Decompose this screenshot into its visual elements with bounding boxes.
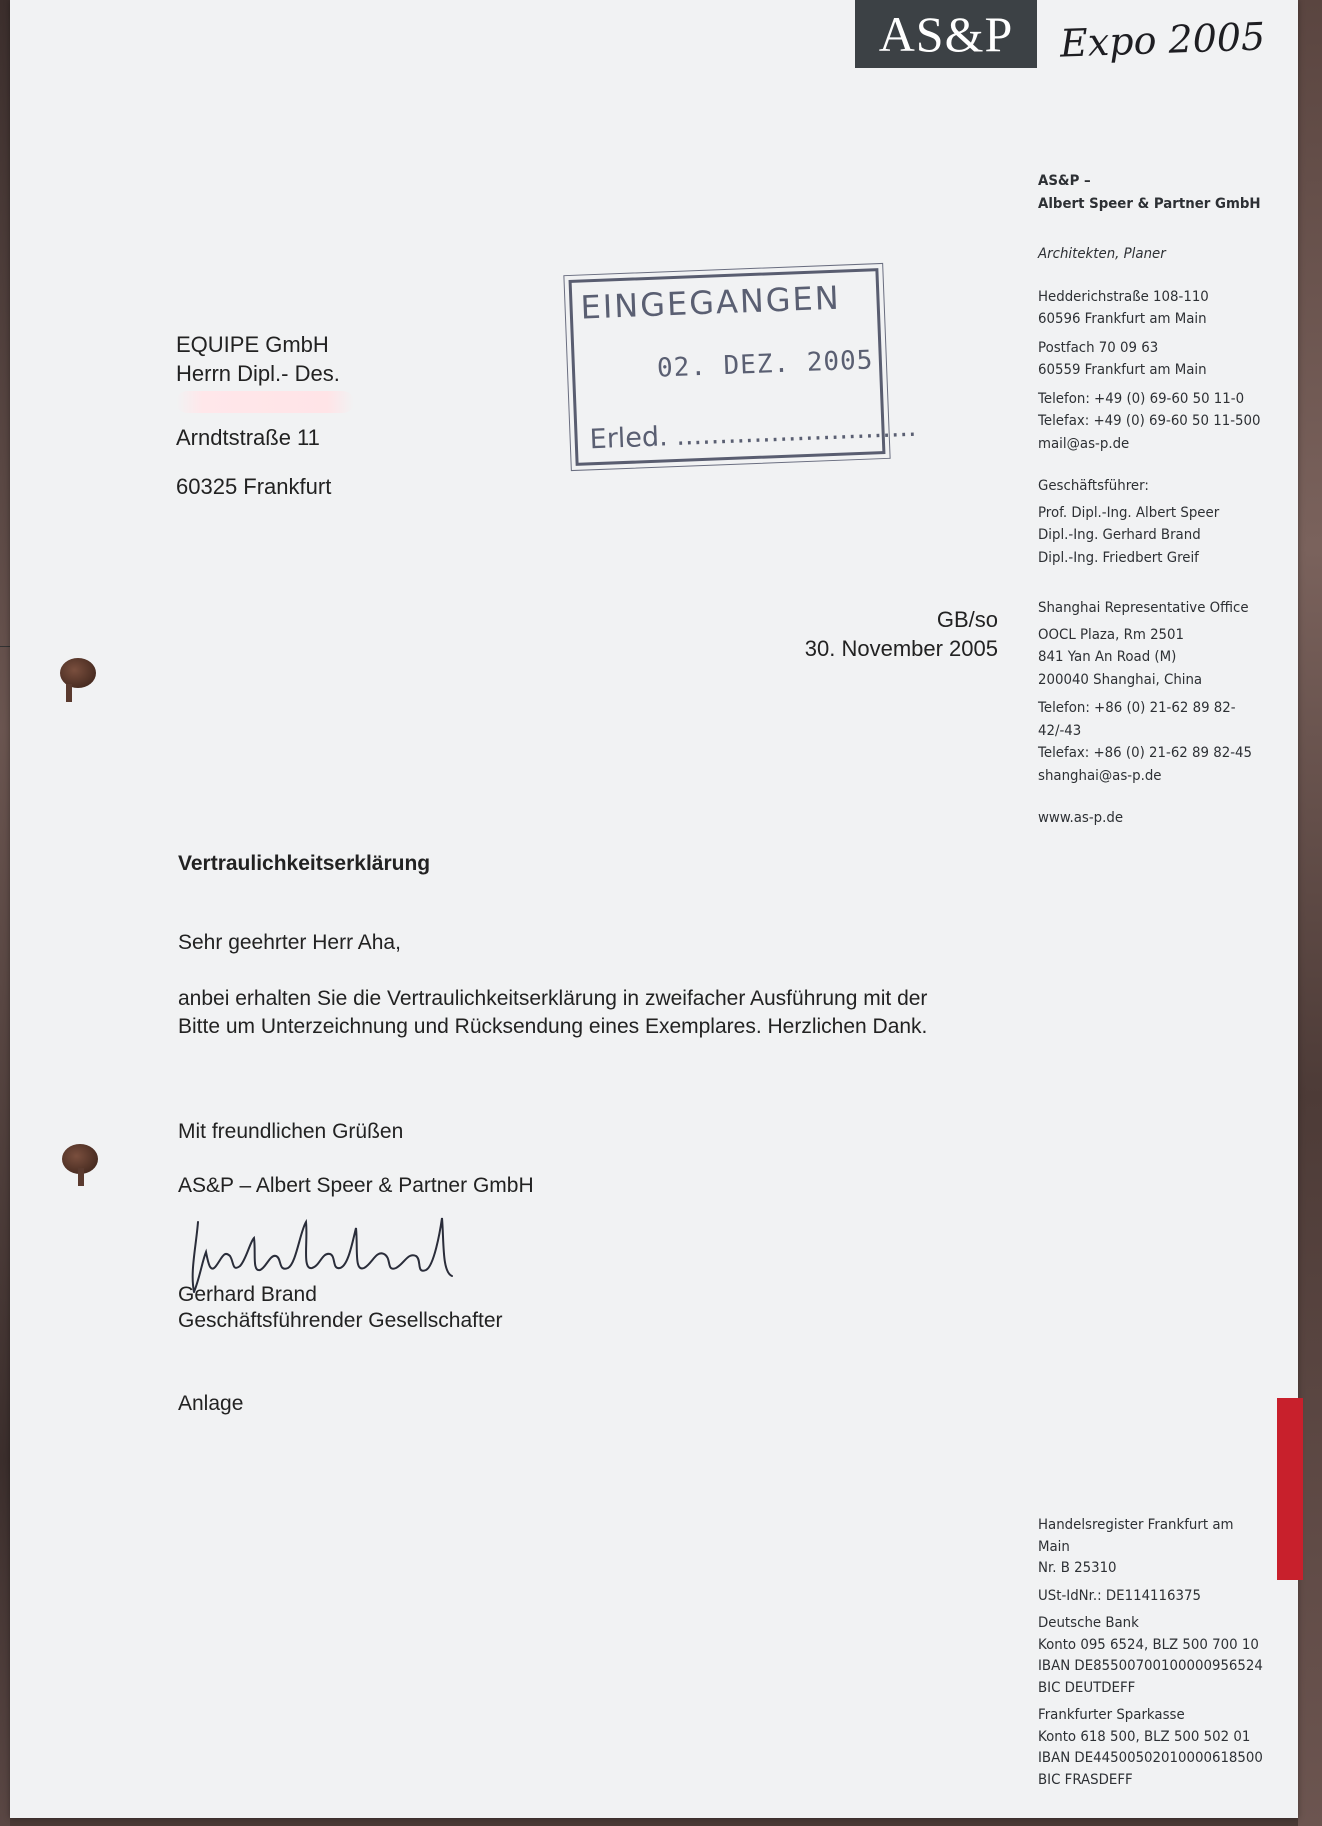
stamp-title: EINGEGANGEN [579, 278, 842, 327]
redacted-name [176, 391, 354, 413]
received-stamp [569, 268, 917, 466]
recipient-city: 60325 Frankfurt [176, 474, 332, 499]
shanghai-fax: Telefax: +86 (0) 21-62 89 82-45 [1038, 745, 1253, 761]
recipient-company: EQUIPE GmbH [176, 332, 329, 357]
letter-body [178, 985, 1048, 1041]
shanghai-address-1: OOCL Plaza, Rm 2501 [1038, 626, 1185, 643]
body-line-2: Bitte um Unterzeichnung und Rücksendung eines Exemplares. Herzlichen Dank. [178, 1015, 928, 1038]
bank1-name: Deutsche Bank [1038, 1615, 1139, 1631]
reference-block [805, 605, 998, 663]
vat-id: USt-IdNr.: DE114116375 [1038, 1587, 1201, 1604]
letterhead-sidebar [1038, 170, 1268, 830]
bank1-bic: BIC DEUTDEFF [1038, 1679, 1136, 1696]
letter-subject: Vertraulichkeitserklärung [178, 852, 431, 875]
recipient-address [176, 330, 354, 501]
fax-number: Telefax: +49 (0) 69-60 50 11-500 [1038, 413, 1261, 429]
stamp-date: 02. DEZ. 2005 [656, 345, 874, 384]
shanghai-email: shanghai@as-p.de [1038, 767, 1162, 784]
accent-red-bar [1277, 1398, 1303, 1580]
bank1-account: Konto 095 6524, BLZ 500 700 10 [1038, 1636, 1259, 1653]
letter-closing: Mit freundlichen Grüßen [178, 1120, 404, 1143]
reference-initials: GB/so [936, 607, 998, 632]
recipient-street: Arndtstraße 11 [176, 425, 320, 450]
background-left-edge [0, 0, 10, 1826]
managers-heading: Geschäftsführer: [1038, 478, 1149, 494]
letter-salutation: Sehr geehrter Herr Aha, [178, 931, 401, 954]
company-logo: AS&P [855, 0, 1037, 68]
manager-2: Dipl.-Ing. Gerhard Brand [1038, 527, 1201, 543]
address-city: 60596 Frankfurt am Main [1038, 311, 1207, 327]
postbox: Postfach 70 09 63 [1038, 339, 1159, 356]
handwritten-note: Expo 2005 [1059, 14, 1266, 66]
bank2-name: Frankfurter Sparkasse [1038, 1707, 1185, 1723]
register-line-2: Nr. B 25310 [1038, 1560, 1117, 1576]
attachment-note: Anlage [178, 1392, 244, 1415]
letterhead-footer [1038, 1515, 1268, 1797]
website: www.as-p.de [1038, 810, 1124, 826]
recipient-salutation: Herrn Dipl.- Des. [176, 361, 340, 386]
manager-1: Prof. Dipl.-Ing. Albert Speer [1038, 504, 1220, 521]
bank2-bic: BIC FRASDEFF [1038, 1771, 1133, 1788]
manager-3: Dipl.-Ing. Friedbert Greif [1038, 549, 1199, 566]
punch-hole-bottom-tear [78, 1168, 84, 1186]
company-name-line1: AS&P – [1038, 173, 1091, 189]
address-street: Hedderichstraße 108-110 [1038, 288, 1209, 305]
stamp-erled: Erled. ............................ [589, 411, 917, 456]
sender-company: AS&P – Albert Speer & Partner GmbH [178, 1174, 534, 1197]
signer-block [178, 1282, 503, 1334]
company-tagline: Architekten, Planer [1038, 246, 1166, 262]
shanghai-phone: Telefon: +86 (0) 21-62 89 82-42/-43 [1038, 700, 1236, 739]
bank2-account: Konto 618 500, BLZ 500 502 01 [1038, 1728, 1251, 1745]
email-address: mail@as-p.de [1038, 435, 1130, 452]
signer-title: Geschäftsführender Gesellschafter [178, 1309, 503, 1332]
punch-hole-top-tear [66, 684, 72, 702]
letter-date: 30. November 2005 [804, 636, 998, 661]
register-line-1: Handelsregister Frankfurt am Main [1038, 1517, 1234, 1555]
letter-page [10, 0, 1298, 1818]
bank1-iban: IBAN DE85500700100000956524 [1038, 1658, 1263, 1674]
signer-name: Gerhard Brand [178, 1283, 317, 1306]
bank2-iban: IBAN DE44500502010000618500 [1038, 1750, 1263, 1766]
postbox-city: 60559 Frankfurt am Main [1038, 362, 1207, 378]
shanghai-address-2: 841 Yan An Road (M) [1038, 649, 1177, 665]
shanghai-address-3: 200040 Shanghai, China [1038, 671, 1203, 688]
phone-number: Telefon: +49 (0) 69-60 50 11-0 [1038, 390, 1245, 407]
shanghai-office-heading: Shanghai Representative Office [1038, 600, 1249, 616]
company-name-line2: Albert Speer & Partner GmbH [1038, 195, 1261, 212]
body-line-1: anbei erhalten Sie die Vertraulichkeitserklärung in zweifacher Ausführung mit der [178, 987, 928, 1010]
